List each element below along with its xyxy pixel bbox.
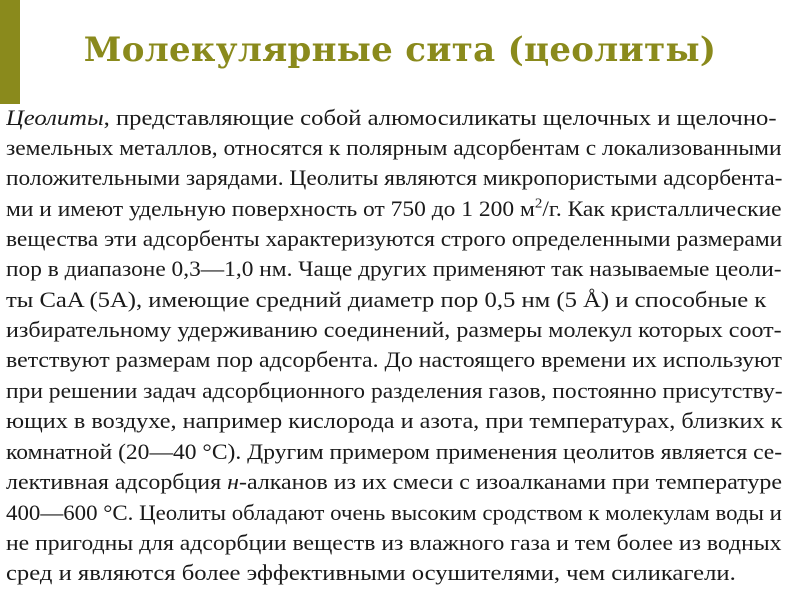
text-line: пор в диапазоне 0,3—1,0 нм. Чаще других применяют так называемые цеоли- [6, 256, 782, 281]
text-line: избирательному удерживанию соединений, размеры молекул которых соот- [6, 317, 782, 342]
superscript: 2 [534, 196, 543, 212]
scanned-text-block [6, 104, 792, 600]
text-line: ты CaA (5A), имеющие средний диаметр пор 0,5 нм (5 Å) и способные к [6, 287, 767, 312]
text-line: при решении задач адсорбционного разделения газов, постоянно присутству- [6, 378, 783, 403]
text-line: вещества эти адсорбенты характеризуются строго определенными размерами [6, 226, 783, 251]
text-line: не пригодны для адсорбции веществ из влажного газа и тем более из водных [6, 530, 782, 555]
text-line: лективная адсорбция н-алканов из их смеси с изоалканами при температуре [6, 469, 782, 494]
text-line: 400—600 °С. Цеолиты обладают очень высоким сродством к молекулам воды и [6, 500, 782, 525]
text-line: Цеолиты, представляющие собой алюмосиликаты щелочных и щелочно- [6, 105, 777, 130]
text-line: ветствуют размерам пор адсорбента. До настоящего времени их используют [6, 347, 782, 372]
text-line: комнатной (20—40 °С). Другим примером применения цеолитов является се- [6, 439, 783, 464]
text-line: земельных металлов, относятся к полярным адсорбентам с локализованными [6, 135, 782, 160]
slide-title: Молекулярные сита (цеолиты) [83, 30, 717, 70]
text-line: ющих в воздухе, например кислорода и азота, при температурах, близких к [6, 408, 783, 433]
text-line: сред и являются более эффективными осушителями, чем силикагели. [6, 560, 736, 585]
italic-prefix: н [227, 469, 240, 494]
text-line: ми и имеют удельную поверхность от 750 до 1 200 $м^2/г$. Как кристаллические [6, 196, 782, 221]
italic-term: Цеолиты [6, 105, 104, 130]
text-line: положительными зарядами. Цеолиты являются микропористыми адсорбента- [6, 165, 783, 190]
